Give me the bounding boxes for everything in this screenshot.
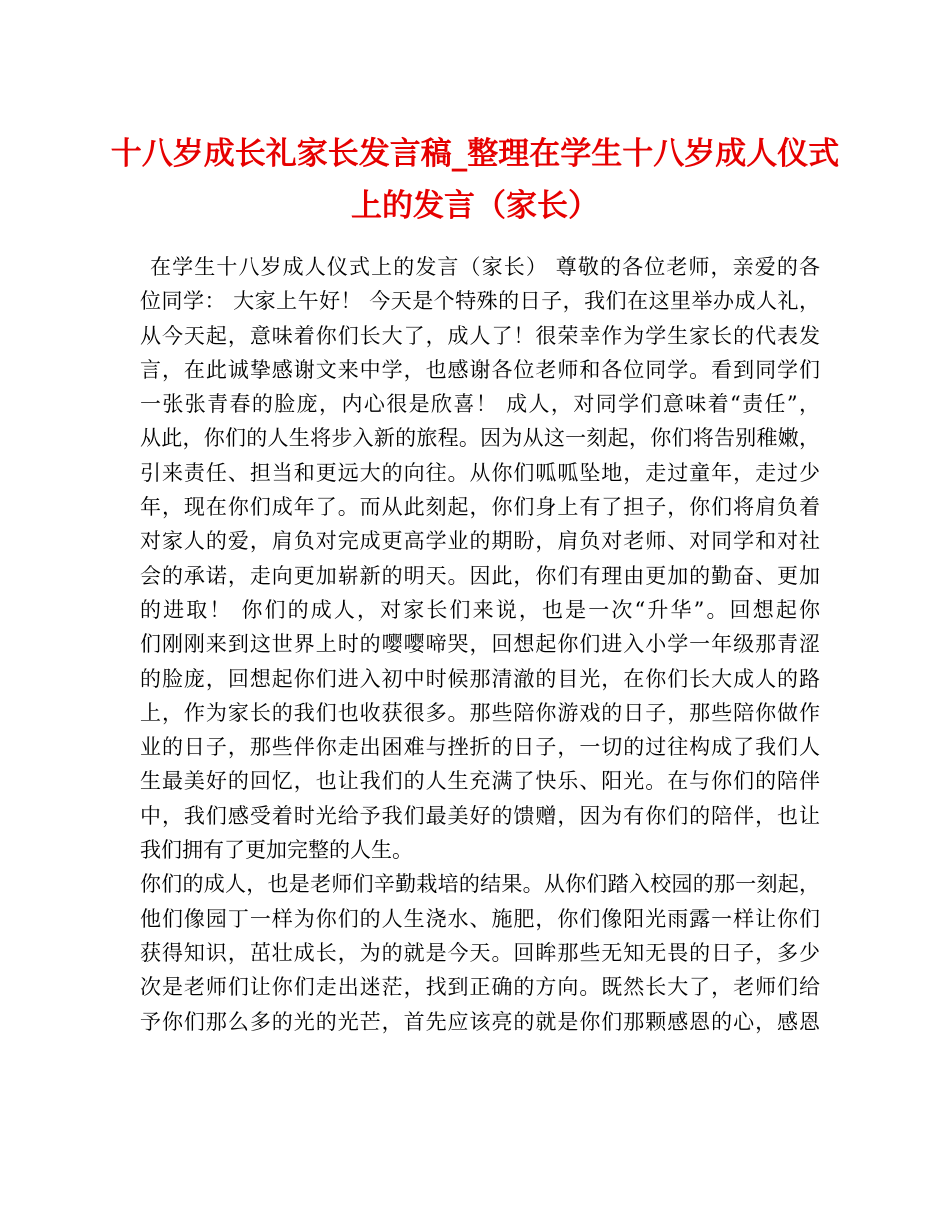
body-line: 会的承诺，走向更加崭新的明天。因此，你们有理由更加的勤奋、更加 [140, 563, 820, 588]
title-line-2: 上的发言（家长） [351, 188, 599, 224]
body-line: 你们的成人，也是老师们辛勤栽培的结果。从你们踏入校园的那一刻起， [140, 872, 820, 897]
body-line: 引来责任、担当和更远大的向往。从你们呱呱坠地，走过童年，走过少 [140, 460, 820, 485]
body-line: 对家人的爱，肩负对完成更高学业的期盼，肩负对老师、对同学和对社 [140, 529, 820, 554]
body-line: 业的日子，那些伴你走出困难与挫折的日子，一切的过往构成了我们人 [140, 735, 820, 760]
body-line: 从今天起，意味着你们长大了，成人了！很荣幸作为学生家长的代表发 [140, 323, 820, 348]
document-title [110, 128, 840, 232]
body-line: 中，我们感受着时光给予我们最美好的馈赠，因为有你们的陪伴，也让 [140, 803, 820, 828]
body-line: 次是老师们让你们走出迷茫，找到正确的方向。既然长大了，老师们给 [140, 975, 820, 1000]
body-line: 我们拥有了更加完整的人生。 [140, 838, 413, 863]
title-line-1: 十八岁成长礼家长发言稿_整理在学生十八岁成人仪式 [110, 136, 840, 172]
body-line: 他们像园丁一样为你们的人生浇水、施肥，你们像阳光雨露一样让你们 [140, 906, 820, 931]
body-line: 从此，你们的人生将步入新的旅程。因为从这一刻起，你们将告别稚嫩， [140, 426, 820, 451]
body-line: 予你们那么多的光的光芒，首先应该亮的就是你们那颗感恩的心，感恩 [140, 1009, 820, 1034]
body-line: 言，在此诚挚感谢文来中学，也感谢各位老师和各位同学。看到同学们 [140, 357, 820, 382]
body-line: 生最美好的回忆，也让我们的人生充满了快乐、阳光。在与你们的陪伴 [140, 769, 820, 794]
body-line: 的脸庞，回想起你们进入初中时候那清澈的目光，在你们长大成人的路 [140, 666, 820, 691]
body-line: 在学生十八岁成人仪式上的发言（家长） 尊敬的各位老师，亲爱的各 [150, 255, 820, 279]
body-line: 一张张青春的脸庞，内心很是欣喜！ 成人，对同学们意味着“责任”， [140, 392, 820, 417]
body-line: 位同学： 大家上午好！ 今天是个特殊的日子，我们在这里举办成人礼， [140, 289, 820, 314]
body-line: 上，作为家长的我们也收获很多。那些陪你游戏的日子，那些陪你做作 [140, 700, 820, 725]
body-line: 年，现在你们成年了。而从此刻起，你们身上有了担子，你们将肩负着 [140, 495, 820, 520]
body-line: 的进取！ 你们的成人，对家长们来说，也是一次“升华”。回想起你 [140, 597, 820, 622]
body-line: 获得知识，茁壮成长，为的就是今天。回眸那些无知无畏的日子，多少 [140, 940, 820, 965]
body-line: 们刚刚来到这世界上时的嘤嘤啼哭，回想起你们进入小学一年级那青涩 [140, 632, 820, 657]
document-body [140, 250, 820, 1039]
